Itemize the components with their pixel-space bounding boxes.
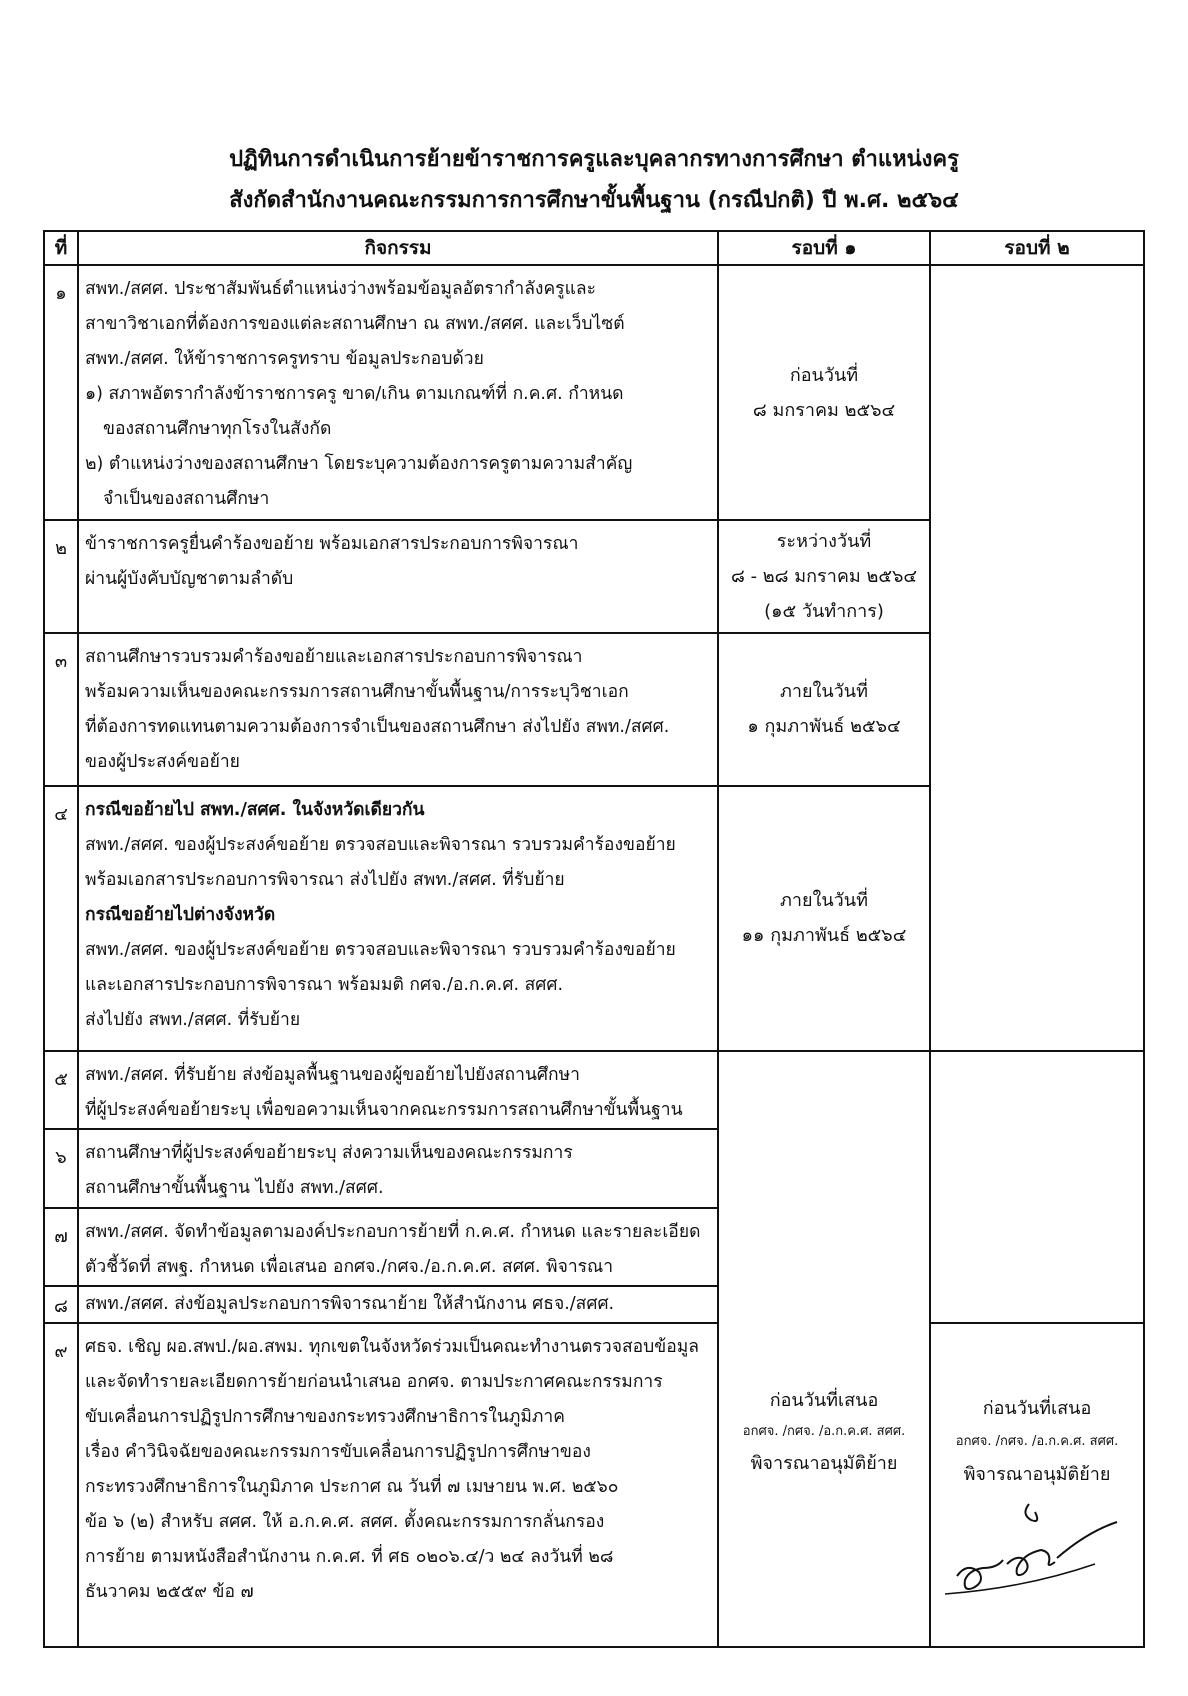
date-value: ๘ มกราคม ๒๕๖๔ [752,399,896,421]
date-label: ก่อนวันที่ [789,364,859,386]
activity-line: สถานศึกษาขั้นพื้นฐาน ไปยัง สพท./สศศ. [85,1178,384,1199]
activity-line: ที่ผู้ประสงค์ขอย้ายระบุ เพื่อขอความเห็นจากคณะกรรมการสถานศึกษาขั้นพื้นฐาน [85,1099,683,1120]
date-label: ภายในวันที่ [780,890,868,912]
schedule-table [43,230,1145,1648]
row-number: ๑ [44,265,78,520]
activity-line: ๑) สภาพอัตรากำลังข้าราชการครู ขาด/เกิน ตามเกณฑ์ที่ ก.ค.ศ. กำหนด [85,384,624,404]
activity-cell [78,265,718,520]
header-round-2: รอบที่ ๒ [930,231,1144,265]
activity-line: จำเป็นของสถานศึกษา [103,489,270,509]
activity-cell [78,1051,718,1129]
date-value: ๑๑ กุมภาพันธ์ ๒๕๖๔ [741,925,907,947]
date-note: (๑๕ วันทำการ) [764,601,884,623]
date-bodies: อกศจ. /กศจ. /อ.ก.ค.ศ. สศศ. [742,1423,906,1439]
row-number: ๒ [44,520,78,633]
activity-line: ของสถานศึกษาทุกโรงในสังกัด [103,419,332,439]
activity-line: ข้าราชการครูยื่นคำร้องขอย้าย พร้อมเอกสารประกอบการพิจารณา [85,534,579,555]
activity-line: ที่ต้องการทดแทนตามความต้องการจำเป็นของสถานศึกษา ส่งไปยัง สพท./สศศ. [85,716,670,737]
activity-cell [78,1129,718,1207]
header-no: ที่ [44,231,78,265]
date-label: ก่อนวันที่เสนอ [982,1398,1092,1420]
activity-cell [78,520,718,633]
row-number: ๘ [44,1286,78,1323]
activity-line: ข้อ ๖ (๒) สำหรับ สศศ. ให้ อ.ก.ค.ศ. สศศ. ตั้งคณะกรรมการกลั่นกรอง [85,1512,605,1533]
row-number: ๔ [44,786,78,1051]
date-label: ระหว่างวันที่ [776,531,872,553]
activity-line: ตัวชี้วัดที่ สพฐ. กำหนด เพื่อเสนอ อกศจ./กศจ./อ.ก.ค.ศ. สศศ. พิจารณา [85,1256,614,1277]
activity-line: เรื่อง คำวินิจฉัยของคณะกรรมการขับเคลื่อนการปฏิรูปการศึกษาของ [85,1442,591,1463]
activity-line: สพท./สศศ. ของผู้ประสงค์ขอย้าย ตรวจสอบและพิจารณา รวบรวมคำร้องขอย้าย [85,834,676,855]
activity-line: สพท./สศศ. ประชาสัมพันธ์ตำแหน่งว่างพร้อมข้อมูลอัตรากำลังครูและ [85,279,596,299]
document-title-line-2: สังกัดสำนักงานคณะกรรมการการศึกษาขั้นพื้นฐาน (กรณีปกติ) ปี พ.ศ. ๒๕๖๔ [229,188,959,213]
row-number: ๓ [44,633,78,786]
activity-line: ผ่านผู้บังคับบัญชาตามลำดับ [85,569,294,590]
activity-cell [78,786,718,1051]
round-1-date [718,265,930,520]
activity-line: สพท./สศศ. จัดทำข้อมูลตามองค์ประกอบการย้ายที่ ก.ค.ศ. กำหนด และรายละเอียด [85,1221,701,1242]
round-1-date [718,786,930,1051]
activity-line: กระทรวงศึกษาธิการในภูมิภาค ประกาศ ณ วันที่ ๗ เมษายน พ.ศ. ๒๕๖๐ [85,1477,619,1498]
activity-cell [78,1208,718,1286]
round-2-empty-cell [930,265,1144,1051]
round-1-date [718,633,930,786]
activity-line: การย้าย ตามหนังสือสำนักงาน ก.ค.ศ. ที่ ศธ ๐๒๐๖.๔/ว ๒๔ ลงวันที่ ๒๘ [85,1547,614,1568]
date-value: ๑ กุมภาพันธ์ ๒๕๖๔ [747,716,901,738]
row-number: ๗ [44,1208,78,1286]
table-row [44,1051,1144,1129]
activity-line: สพท./สศศ. ที่รับย้าย ส่งข้อมูลพื้นฐานของผู้ขอย้ายไปยังสถานศึกษา [85,1064,580,1085]
activity-line: ของผู้ประสงค์ขอย้าย [85,751,240,772]
activity-line: ธันวาคม ๒๕๕๙ ข้อ ๗ [85,1582,254,1603]
activity-cell [78,633,718,786]
row-number: ๙ [44,1323,78,1647]
date-value: ๘ - ๒๘ มกราคม ๒๕๖๔ [730,566,917,588]
activity-line: ขับเคลื่อนการปฏิรูปการศึกษาของกระทรวงศึกษาธิการในภูมิภาค [85,1407,565,1428]
activity-line: สพท./สศศ. ของผู้ประสงค์ขอย้าย ตรวจสอบและพิจารณา รวบรวมคำร้องขอย้าย [85,939,676,960]
activity-line: และจัดทำรายละเอียดการย้ายก่อนนำเสนอ อกศจ. ตามประกาศคณะกรรมการ [85,1372,663,1393]
table-header-row [44,231,1144,265]
activity-subheading: กรณีขอย้ายไปต่างจังหวัด [85,904,276,925]
activity-line: สพท./สศศ. ส่งข้อมูลประกอบการพิจารณาย้าย ให้สำนักงาน ศธจ./สศศ. [85,1294,615,1315]
activity-line: สพท./สศศ. ให้ข้าราชการครูทราบ ข้อมูลประกอบด้วย [85,349,484,369]
date-purpose: พิจารณาอนุมัติย้าย [750,1452,898,1474]
activity-cell [78,1286,718,1323]
round-2-date [930,1323,1144,1647]
activity-subheading: กรณีขอย้ายไป สพท./สศศ. ในจังหวัดเดียวกัน [85,799,425,820]
date-label: ก่อนวันที่เสนอ [769,1389,879,1411]
table-row [44,265,1144,520]
document-title-line-1: ปฏิทินการดำเนินการย้ายข้าราชการครูและบุคลากรทางการศึกษา ตำแหน่งครู [229,147,959,172]
activity-line: พร้อมเอกสารประกอบการพิจารณา ส่งไปยัง สพท./สศศ. ที่รับย้าย [85,869,565,890]
activity-line: สถานศึกษารวบรวมคำร้องขอย้ายและเอกสารประกอบการพิจารณา [85,646,583,667]
activity-line: ๒) ตำแหน่งว่างของสถานศึกษา โดยระบุความต้องการครูตามความสำคัญ [85,454,633,474]
date-bodies: อกศจ. /กศจ. /อ.ก.ค.ศ. สศศ. [955,1434,1119,1450]
header-activity: กิจกรรม [78,231,718,265]
row-number: ๖ [44,1129,78,1207]
activity-line: ศธจ. เชิญ ผอ.สพป./ผอ.สพม. ทุกเขตในจังหวัดร่วมเป็นคณะทำงานตรวจสอบข้อมูล [85,1337,700,1358]
date-label: ภายในวันที่ [780,681,868,703]
activity-line: พร้อมความเห็นของคณะกรรมการสถานศึกษาขั้นพื้นฐาน/การระบุวิชาเอก [85,681,629,702]
activity-line: ส่งไปยัง สพท./สศศ. ที่รับย้าย [85,1009,301,1030]
activity-cell [78,1323,718,1647]
round-1-date [718,520,930,633]
round-2-empty-cell [930,1051,1144,1323]
table-row [44,1323,1144,1647]
row-number: ๕ [44,1051,78,1129]
date-purpose: พิจารณาอนุมัติย้าย [963,1464,1111,1486]
activity-line: สาขาวิชาเอกที่ต้องการของแต่ละสถานศึกษา ณ สพท./สศศ. และเว็บไซต์ [85,314,625,334]
header-round-1: รอบที่ ๑ [718,231,930,265]
activity-line: สถานศึกษาที่ผู้ประสงค์ขอย้ายระบุ ส่งความเห็นของคณะกรรมการ [85,1143,573,1164]
round-1-merged-date [718,1051,930,1647]
activity-line: และเอกสารประกอบการพิจารณา พร้อมมติ กศจ./อ.ก.ค.ศ. สศศ. [85,974,564,995]
handwritten-signature [937,1498,1137,1608]
